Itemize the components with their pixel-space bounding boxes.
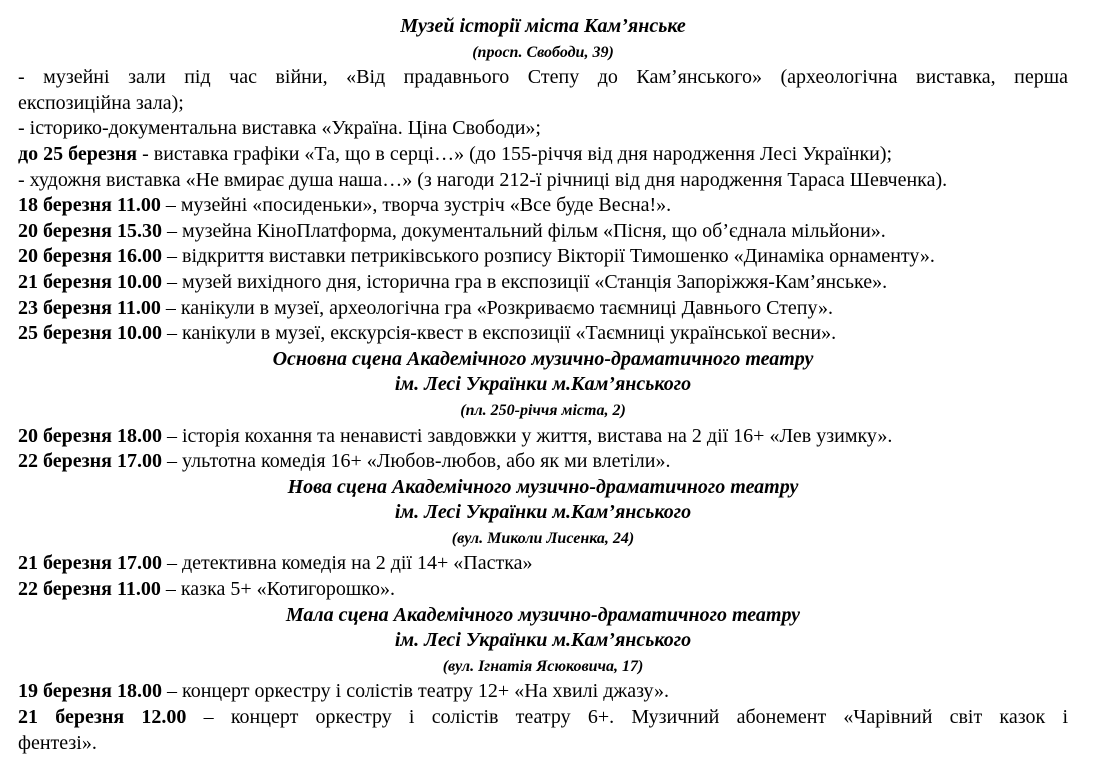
- main-stage-address: (пл. 250-річчя міста, 2): [460, 401, 626, 419]
- museum-item-10: 25 березня 10.00 – канікули в музеї, екскурсія-квест в експозиції «Таємниці української весни».: [18, 322, 837, 345]
- event-date: 20 березня 16.00: [18, 245, 162, 268]
- event-date: 21 березня 10.00: [18, 270, 162, 293]
- museum-item-6: 20 березня 15.30 – музейна КіноПлатформа, документальний фільм «Пісня, що об’єднала мільйони».: [18, 219, 886, 242]
- small-stage-item-1: 19 березня 18.00 – концерт оркестру і солістів театру 12+ «На хвилі джазу».: [18, 680, 670, 703]
- main-stage-subtitle: ім. Лесі Українки м.Кам’янського: [394, 373, 692, 396]
- museum-item-1: - музейні зали під час війни, «Від прадавнього Степу до Кам’янського» (археологічна виставка, перша: [18, 66, 1068, 89]
- museum-item-7: 20 березня 16.00 – відкриття виставки петриківського розпису Вікторії Тимошенко «Динаміка орнаменту».: [18, 245, 935, 268]
- new-stage-item-1: 21 березня 17.00 – детективна комедія на 2 дії 14+ «Пастка»: [18, 552, 533, 575]
- small-stage-title: Мала сцена Академічного музично-драматичного театру: [285, 603, 801, 626]
- museum-item-5: 18 березня 11.00 – музейні «посиденьки», творча зустріч «Все буде Весна!».: [18, 194, 672, 217]
- main-stage-item-2: 22 березня 17.00 – ультотна комедія 16+ «Любов-любов, або як ми влетіли».: [18, 450, 671, 473]
- museum-item-4: - художня виставка «Не вмирає душа наша…» (з нагоди 212-ї річниці від дня народження Тараса Шевченка).: [18, 168, 948, 191]
- new-stage-item-2: 22 березня 11.00 – казка 5+ «Котигорошко».: [18, 578, 395, 601]
- new-stage-subtitle: ім. Лесі Українки м.Кам’янського: [394, 501, 692, 524]
- new-stage-address: (вул. Миколи Лисенка, 24): [451, 529, 635, 547]
- small-stage-item-2-cont: фентезі».: [18, 731, 97, 754]
- museum-item-3: до 25 березня - виставка графіки «Та, що в серці…» (до 155-річчя від дня народження Лесі Українки);: [18, 142, 893, 165]
- event-date: 23 березня 11.00: [18, 296, 161, 319]
- event-date: 22 березня 17.00: [18, 450, 162, 473]
- event-date: 20 березня 18.00: [18, 424, 162, 447]
- event-date: 21 березня 12.00: [18, 706, 187, 729]
- event-date: 20 березня 15.30: [18, 219, 162, 242]
- event-date: до 25 березня: [18, 142, 138, 165]
- museum-item-2: - історико-документальна виставка «Україна. Ціна Свободи»;: [18, 117, 541, 140]
- museum-title: Музей історії міста Кам’янське: [400, 15, 686, 37]
- event-date: 18 березня 11.00: [18, 194, 161, 217]
- small-stage-subtitle: ім. Лесі Українки м.Кам’янського: [394, 629, 692, 652]
- museum-item-9: 23 березня 11.00 – канікули в музеї, археологічна гра «Розкриваємо таємниці Давнього Степу».: [18, 296, 833, 319]
- new-stage-title: Нова сцена Академічного музично-драматичного театру: [287, 475, 799, 498]
- event-date: 22 березня 11.00: [18, 578, 161, 601]
- event-date: 21 березня 17.00: [18, 552, 162, 575]
- small-stage-item-2: 21 березня 12.00 – концерт оркестру і солістів театру 6+. Музичний абонемент «Чарівний світ казок і: [18, 706, 1068, 729]
- small-stage-address: (вул. Ігнатія Ясюковича, 17): [442, 657, 644, 675]
- museum-item-1-cont: експозиційна зала);: [18, 91, 184, 114]
- event-date: 25 березня 10.00: [18, 322, 162, 345]
- main-stage-title: Основна сцена Академічного музично-драматичного театру: [272, 347, 814, 370]
- main-stage-item-1: 20 березня 18.00 – історія кохання та ненависті завдовжки у життя, вистава на 2 дії 16+ «Лев узимку».: [18, 424, 893, 447]
- event-date: 19 березня 18.00: [18, 680, 162, 703]
- museum-item-8: 21 березня 10.00 – музей вихідного дня, історична гра в експозиції «Станція Запоріжжя-Кам’янське».: [18, 270, 888, 293]
- museum-address: (просп. Свободи, 39): [472, 43, 614, 61]
